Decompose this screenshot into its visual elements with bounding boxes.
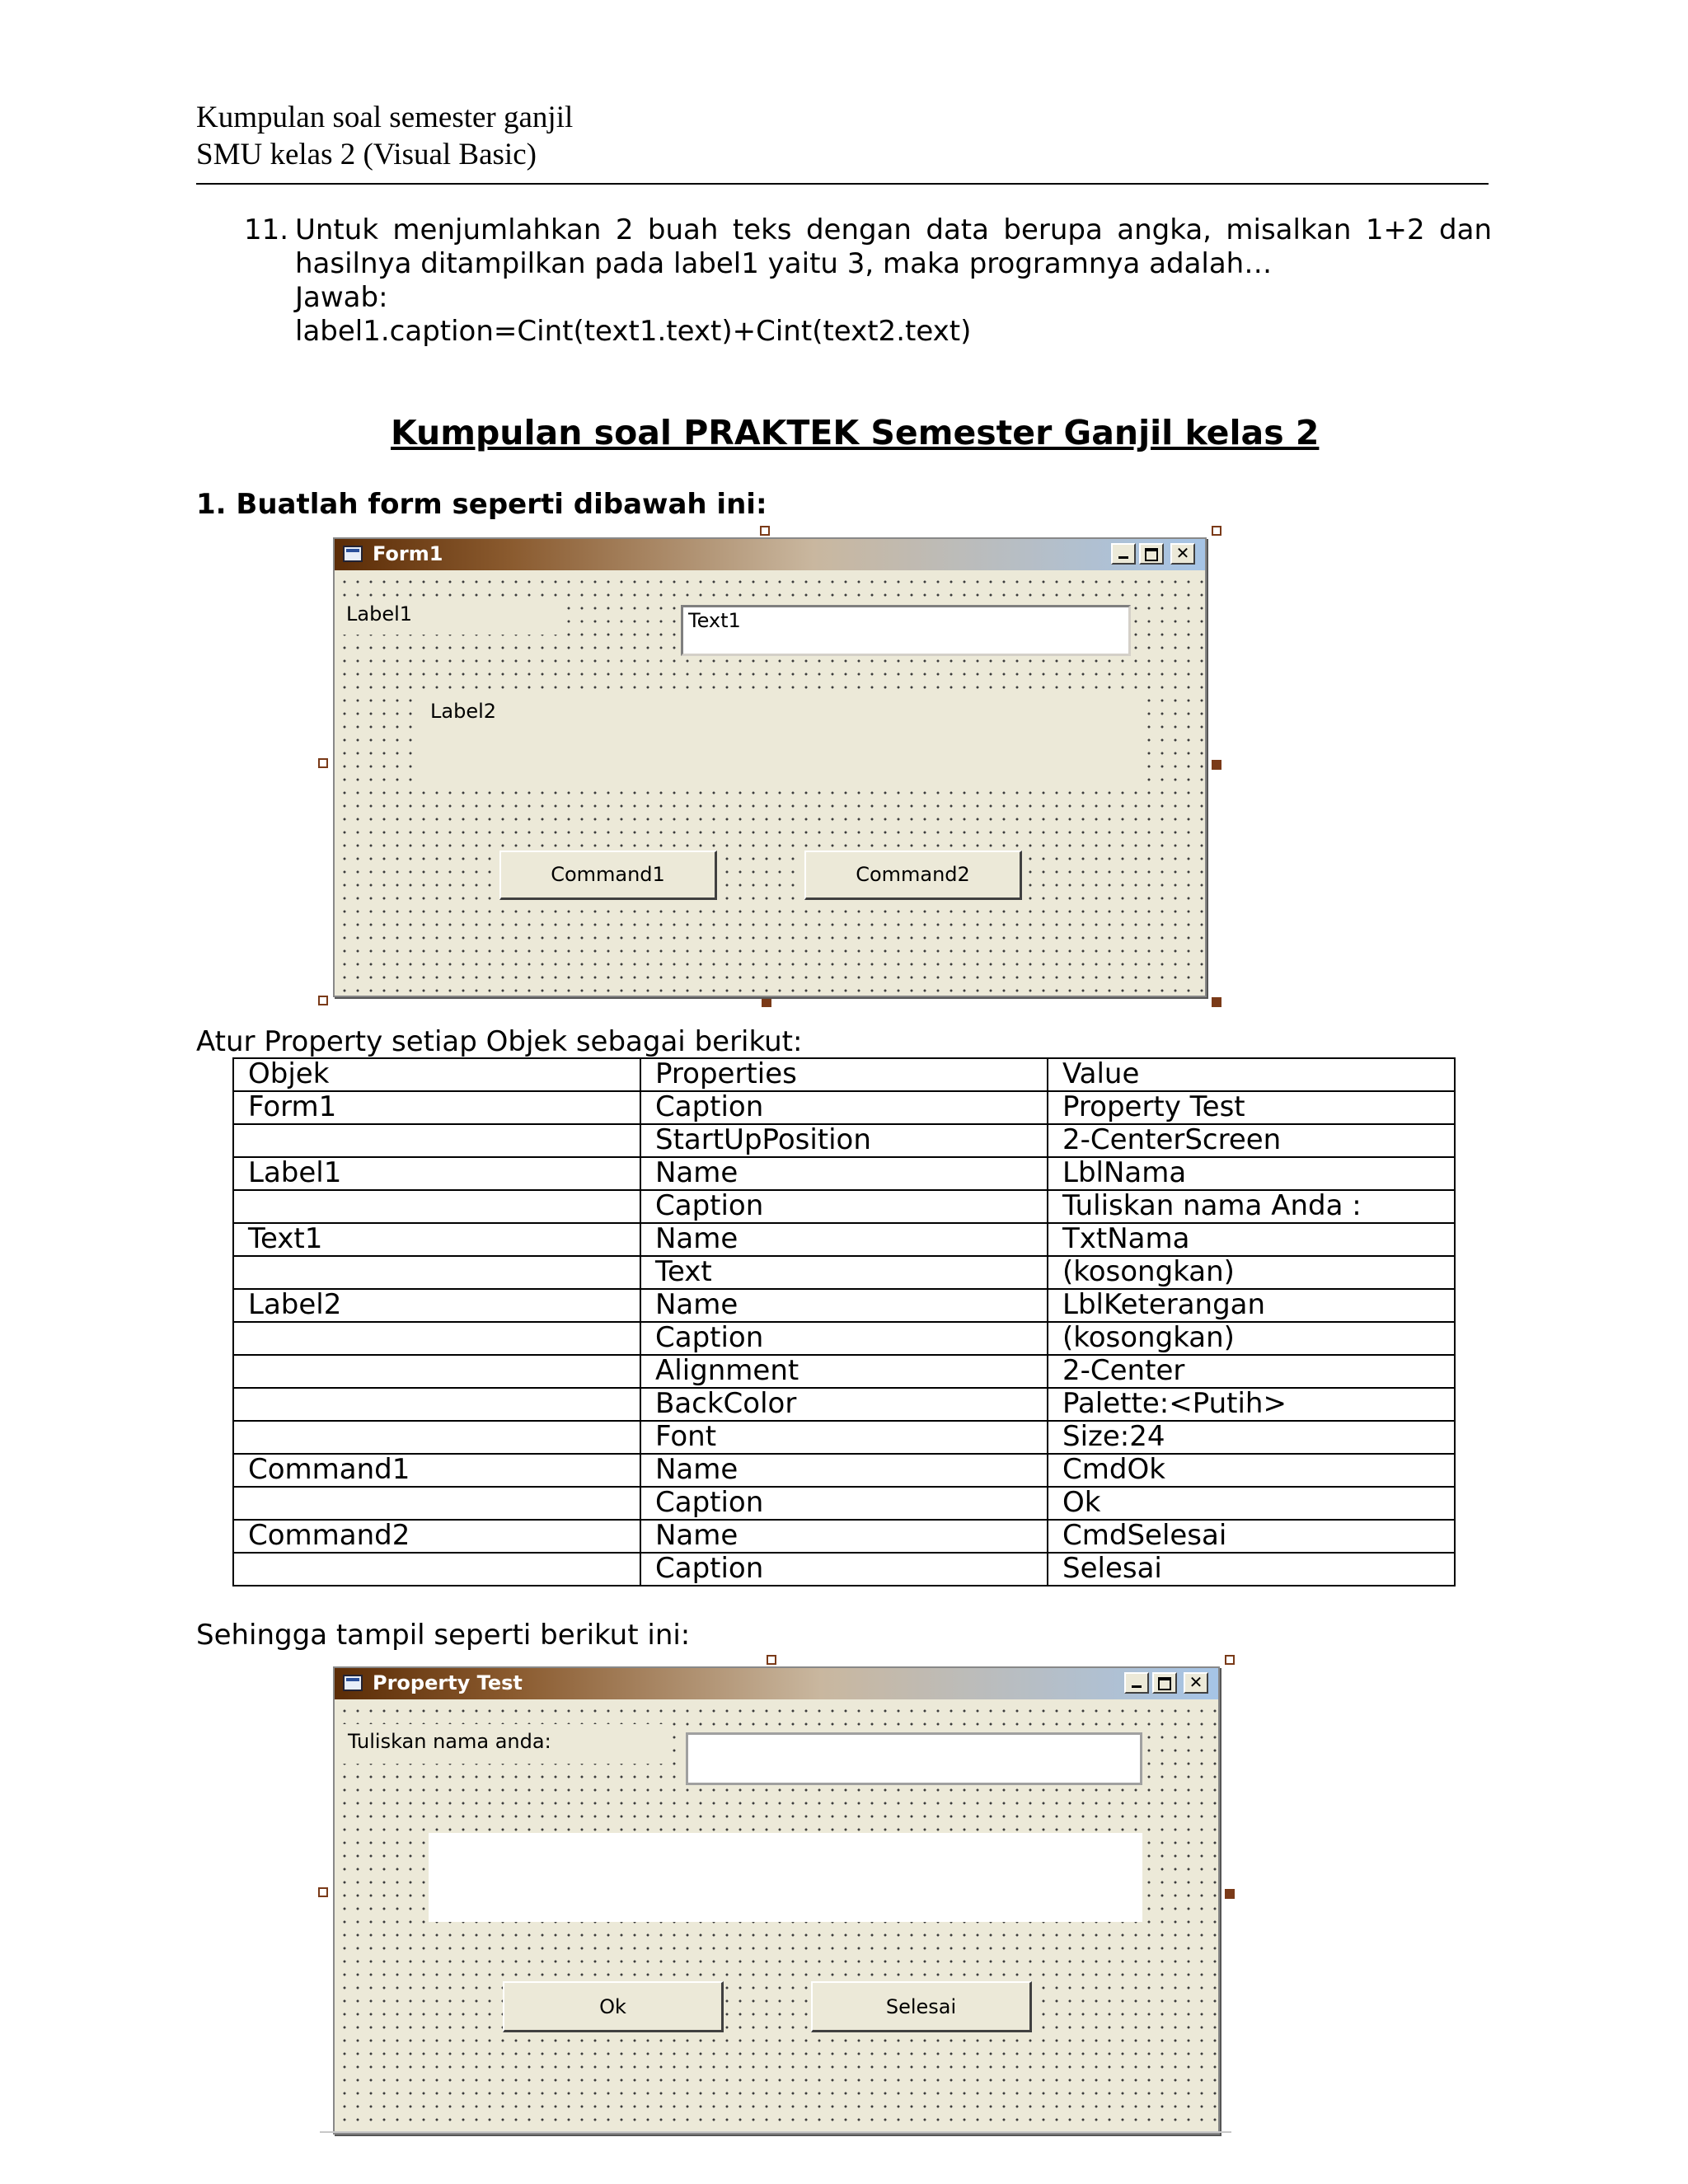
table-cell: Caption — [640, 1322, 1048, 1355]
table-cell: CmdOk — [1048, 1454, 1455, 1487]
table-cell — [233, 1256, 640, 1289]
header-line-2: SMU kelas 2 (Visual Basic) — [196, 138, 537, 171]
resize-handle[interactable] — [1212, 526, 1221, 536]
header-cell: Value — [1048, 1058, 1455, 1091]
close-icon[interactable]: ✕ — [1170, 543, 1195, 565]
form2-title: Property Test — [373, 1671, 523, 1694]
table-cell: Text1 — [233, 1223, 640, 1256]
question-line-1: Untuk menjumlahkan 2 buah teks dengan data berupa angka, misalkan 1+2 dan — [295, 213, 1492, 246]
table-cell: Size:24 — [1048, 1421, 1455, 1454]
table-row — [233, 1454, 1455, 1487]
table-cell: Name — [640, 1454, 1048, 1487]
property-table — [232, 1057, 1456, 1586]
table-header-row — [233, 1058, 1455, 1091]
form-icon — [343, 546, 363, 562]
table-row — [233, 1520, 1455, 1553]
text1-control[interactable]: Text1 — [681, 605, 1131, 656]
table-cell: (kosongkan) — [1048, 1256, 1455, 1289]
table-cell: Command1 — [233, 1454, 640, 1487]
table-cell: Ok — [1048, 1487, 1455, 1520]
resize-handle[interactable] — [1225, 1889, 1235, 1899]
table-row — [233, 1388, 1455, 1421]
resize-handle[interactable] — [760, 526, 770, 536]
resize-handle[interactable] — [1212, 760, 1221, 770]
table-cell: Tuliskan nama Anda : — [1048, 1190, 1455, 1223]
table-cell: Font — [640, 1421, 1048, 1454]
table-row — [233, 1421, 1455, 1454]
minimize-icon[interactable] — [1111, 543, 1136, 565]
resize-handle[interactable] — [1225, 1655, 1235, 1665]
table-cell: LblKeterangan — [1048, 1289, 1455, 1322]
table-row — [233, 1322, 1455, 1355]
table-cell: Label1 — [233, 1157, 640, 1190]
table-row — [233, 1124, 1455, 1157]
table-cell — [233, 1355, 640, 1388]
table-cell: Command2 — [233, 1520, 640, 1553]
table-cell — [233, 1421, 640, 1454]
table-cell: Caption — [640, 1091, 1048, 1124]
table-cell: 2-CenterScreen — [1048, 1124, 1455, 1157]
table-row — [233, 1256, 1455, 1289]
resize-handle[interactable] — [318, 758, 328, 768]
table-cell: Name — [640, 1223, 1048, 1256]
table-row — [233, 1553, 1455, 1586]
table-cell: Label2 — [233, 1289, 640, 1322]
txtnama-input[interactable] — [686, 1732, 1142, 1785]
table-row — [233, 1487, 1455, 1520]
maximize-icon[interactable] — [1139, 543, 1164, 565]
table-cell: Property Test — [1048, 1091, 1455, 1124]
resize-handle[interactable] — [1212, 997, 1221, 1007]
table-cell: Name — [640, 1520, 1048, 1553]
answer-label: Jawab: — [295, 281, 388, 314]
task-1-title: 1. Buatlah form seperti dibawah ini: — [196, 488, 767, 521]
table-cell — [233, 1388, 640, 1421]
form-icon — [343, 1675, 363, 1691]
property-table-body — [233, 1058, 1455, 1586]
answer-code: label1.caption=Cint(text1.text)+Cint(text2.text) — [295, 315, 972, 348]
ok-button[interactable]: Ok — [503, 1981, 724, 2032]
command2-button[interactable]: Command2 — [804, 851, 1022, 900]
maximize-icon[interactable] — [1152, 1672, 1177, 1694]
lblketerangan-label — [429, 1833, 1142, 1922]
result-intro: Sehingga tampil seperti berikut ini: — [196, 1619, 691, 1652]
header-line-1: Kumpulan soal semester ganjil — [196, 101, 574, 134]
table-cell — [233, 1553, 640, 1586]
form1-window[interactable] — [333, 537, 1207, 997]
header-cell: Objek — [233, 1058, 640, 1091]
table-row — [233, 1355, 1455, 1388]
table-row — [233, 1289, 1455, 1322]
question-line-2: hasilnya ditampilkan pada label1 yaitu 3, maka programnya adalah… — [295, 247, 1273, 280]
lblnama-label: Tuliskan nama anda: — [340, 1724, 669, 1764]
table-cell: CmdSelesai — [1048, 1520, 1455, 1553]
table-cell: (kosongkan) — [1048, 1322, 1455, 1355]
selesai-button[interactable]: Selesai — [811, 1981, 1032, 2032]
form1-title: Form1 — [373, 542, 443, 565]
table-cell — [233, 1322, 640, 1355]
resize-handle[interactable] — [767, 1655, 776, 1665]
close-icon[interactable]: ✕ — [1184, 1672, 1208, 1694]
table-cell: Name — [640, 1289, 1048, 1322]
minimize-icon[interactable] — [1124, 1672, 1149, 1694]
property-intro: Atur Property setiap Objek sebagai berikut: — [196, 1025, 803, 1058]
command1-button[interactable]: Command1 — [499, 851, 717, 900]
table-cell: 2-Center — [1048, 1355, 1455, 1388]
question-number: 11. — [244, 213, 289, 246]
table-cell: TxtNama — [1048, 1223, 1455, 1256]
label1-control[interactable]: Label1 — [338, 597, 565, 635]
table-cell: Selesai — [1048, 1553, 1455, 1586]
table-cell — [233, 1124, 640, 1157]
table-row — [233, 1190, 1455, 1223]
table-cell: LblNama — [1048, 1157, 1455, 1190]
resize-handle[interactable] — [762, 997, 771, 1007]
table-cell — [233, 1487, 640, 1520]
resize-handle[interactable] — [318, 1887, 328, 1897]
table-row — [233, 1223, 1455, 1256]
header-cell: Properties — [640, 1058, 1048, 1091]
table-row — [233, 1091, 1455, 1124]
table-cell: BackColor — [640, 1388, 1048, 1421]
form2-titlebar[interactable] — [335, 1668, 1218, 1699]
table-cell: Caption — [640, 1553, 1048, 1586]
table-row — [233, 1157, 1455, 1190]
table-cell: StartUpPosition — [640, 1124, 1048, 1157]
table-cell: Name — [640, 1157, 1048, 1190]
table-cell: Form1 — [233, 1091, 640, 1124]
form1-titlebar[interactable] — [335, 539, 1205, 570]
table-cell: Caption — [640, 1487, 1048, 1520]
label2-control[interactable]: Label2 — [414, 694, 1146, 786]
table-cell: Caption — [640, 1190, 1048, 1223]
table-cell — [233, 1190, 640, 1223]
table-cell: Palette:<Putih> — [1048, 1388, 1455, 1421]
section-title: Kumpulan soal PRAKTEK Semester Ganjil kelas 2 — [391, 413, 1320, 452]
form2-window[interactable] — [333, 1666, 1220, 2135]
form2-bottom-edge — [320, 2131, 1231, 2133]
table-cell: Alignment — [640, 1355, 1048, 1388]
header-divider — [196, 183, 1489, 185]
resize-handle[interactable] — [318, 996, 328, 1005]
table-cell: Text — [640, 1256, 1048, 1289]
